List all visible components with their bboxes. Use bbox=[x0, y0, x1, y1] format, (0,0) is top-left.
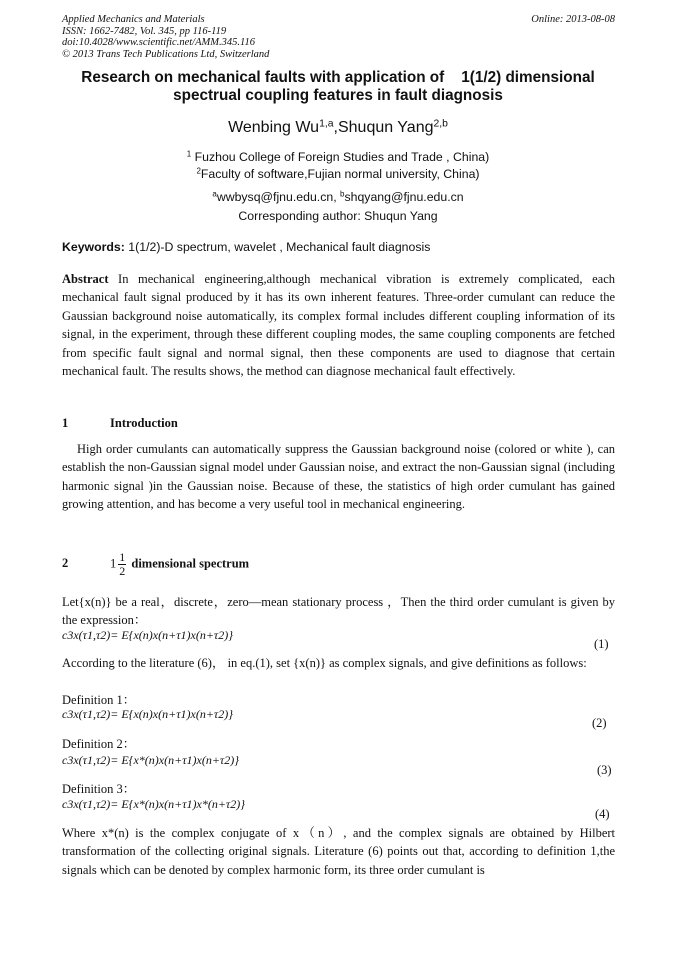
author-1: Wenbing Wu bbox=[228, 119, 320, 136]
section-2-heading bbox=[62, 551, 249, 578]
keywords-label: Keywords: bbox=[62, 240, 125, 254]
journal-name: Applied Mechanics and Materials bbox=[62, 14, 205, 25]
section-2-intro: Let{x(n)} be a real，discrete，zero—mean stationary process ，Then the third order cumulant is given by the expression： bbox=[62, 595, 615, 628]
section-1-title: Introduction bbox=[110, 416, 178, 430]
equation-4: c3x(τ1,τ2)= E{x*(n)x(n+τ1)x*(n+τ2)} bbox=[62, 797, 245, 811]
equation-3-number: (3) bbox=[597, 763, 612, 777]
affiliation-1-text: Fuzhou College of Foreign Studies and Trade , China) bbox=[191, 150, 490, 164]
title-line-1: Research on mechanical faults with application of 1(1/2) dimensional bbox=[81, 69, 595, 86]
section-2-whole: 1 bbox=[110, 556, 117, 571]
equation-4-number: (4) bbox=[595, 807, 610, 821]
corresponding-author: Corresponding author: Shuqun Yang bbox=[238, 209, 438, 223]
journal-header bbox=[62, 14, 269, 60]
email-a: wwbysq@fjnu.edu.cn, bbox=[216, 190, 341, 204]
equation-1-number: (1) bbox=[594, 637, 609, 651]
author-separator: , bbox=[333, 119, 338, 136]
title-line-2: spectrual coupling features in fault diagnosis bbox=[173, 87, 503, 104]
equation-2-number: (2) bbox=[592, 716, 607, 730]
abstract bbox=[62, 270, 615, 380]
affiliation-2 bbox=[62, 167, 614, 181]
section-2-fraction bbox=[118, 551, 126, 578]
email-line bbox=[62, 190, 614, 204]
section-2-title: dimensional spectrum bbox=[131, 556, 250, 571]
email-a-sup: a bbox=[212, 189, 217, 199]
keywords bbox=[62, 240, 430, 254]
affiliation-2-sup: 2 bbox=[196, 166, 201, 176]
literature-paragraph: According to the literature (6)， in eq.(1), set {x(n)} as complex signals, and give definitions as follows: bbox=[62, 656, 587, 670]
affiliation-2-text: Faculty of software,Fujian normal university, China) bbox=[200, 167, 480, 181]
author-1-sup: 1,a bbox=[319, 118, 334, 130]
affiliation-1 bbox=[62, 150, 614, 164]
issn-line: ISSN: 1662-7482, Vol. 345, pp 116-119 bbox=[62, 25, 227, 37]
section-1-heading bbox=[62, 416, 178, 431]
definition-3-label: Definition 3： bbox=[62, 782, 136, 796]
author-list bbox=[62, 119, 614, 137]
doi-line: doi:10.4028/www.scientific.net/AMM.345.116 bbox=[62, 37, 255, 48]
definition-1-label: Definition 1： bbox=[62, 693, 136, 707]
abstract-text: In mechanical engineering,although mechanical vibration is extremely complicated, each mechanical fault signal produced by it has its own inherent features. Three-order cumulant can reduce the Gaussian background noise automatically, its complex formal includes different coupling information of its signal, in the experiment, through these different coupling modes, the same coupling components are fetched from specific fault signal and normal signal, then these components are used to diagnose that certain mechanical fault. The results shows, the method can diagnose mechanical fault effectively. bbox=[62, 272, 615, 379]
author-2: Shuqun Yang bbox=[337, 119, 434, 136]
fraction-numerator: 1 bbox=[119, 550, 126, 564]
fraction-denominator: 2 bbox=[119, 564, 126, 578]
equation-1: c3x(τ1,τ2)= E{x(n)x(n+τ1)x(n+τ2)} bbox=[62, 628, 233, 642]
where-paragraph: Where x*(n) is the complex conjugate of x（n）, and the complex signals are obtained by Hilbert transformation of the collecting original signals. Literature (6) points out that, according to definition 1,the signals which can be denoted by complex harmonic form, its three order cumulant is bbox=[62, 826, 615, 877]
affiliation-1-sup: 1 bbox=[186, 149, 192, 159]
equation-2: c3x(τ1,τ2)= E{x(n)x(n+τ1)x(n+τ2)} bbox=[62, 707, 233, 721]
section-2-number: 2 bbox=[62, 556, 69, 571]
keywords-text: 1(1/2)-D spectrum, wavelet , Mechanical fault diagnosis bbox=[124, 240, 431, 254]
paper-title bbox=[62, 69, 614, 105]
copyright-line: © 2013 Trans Tech Publications Ltd, Switzerland bbox=[62, 48, 270, 60]
email-b: shqyang@fjnu.edu.cn bbox=[344, 190, 464, 204]
section-1-number: 1 bbox=[62, 416, 69, 430]
definition-2-label: Definition 2： bbox=[62, 737, 136, 751]
abstract-label: Abstract bbox=[62, 272, 109, 286]
online-date: Online: 2013-08-08 bbox=[531, 14, 615, 25]
section-1-paragraph: High order cumulants can automatically suppress the Gaussian background noise (colored or white ), can establish the non-Gaussian signal model under Gaussian noise, and extract the non-Gaussian signal (including harmonic signal )in the Gaussian noise. Because of these, the statistics of high order cumulant has gained growing attention, and has become a very useful tool in mechanical engineering. bbox=[62, 442, 615, 512]
author-2-sup: 2,b bbox=[433, 118, 448, 130]
email-b-sup: b bbox=[340, 189, 345, 199]
equation-3: c3x(τ1,τ2)= E{x*(n)x(n+τ1)x(n+τ2)} bbox=[62, 753, 239, 767]
